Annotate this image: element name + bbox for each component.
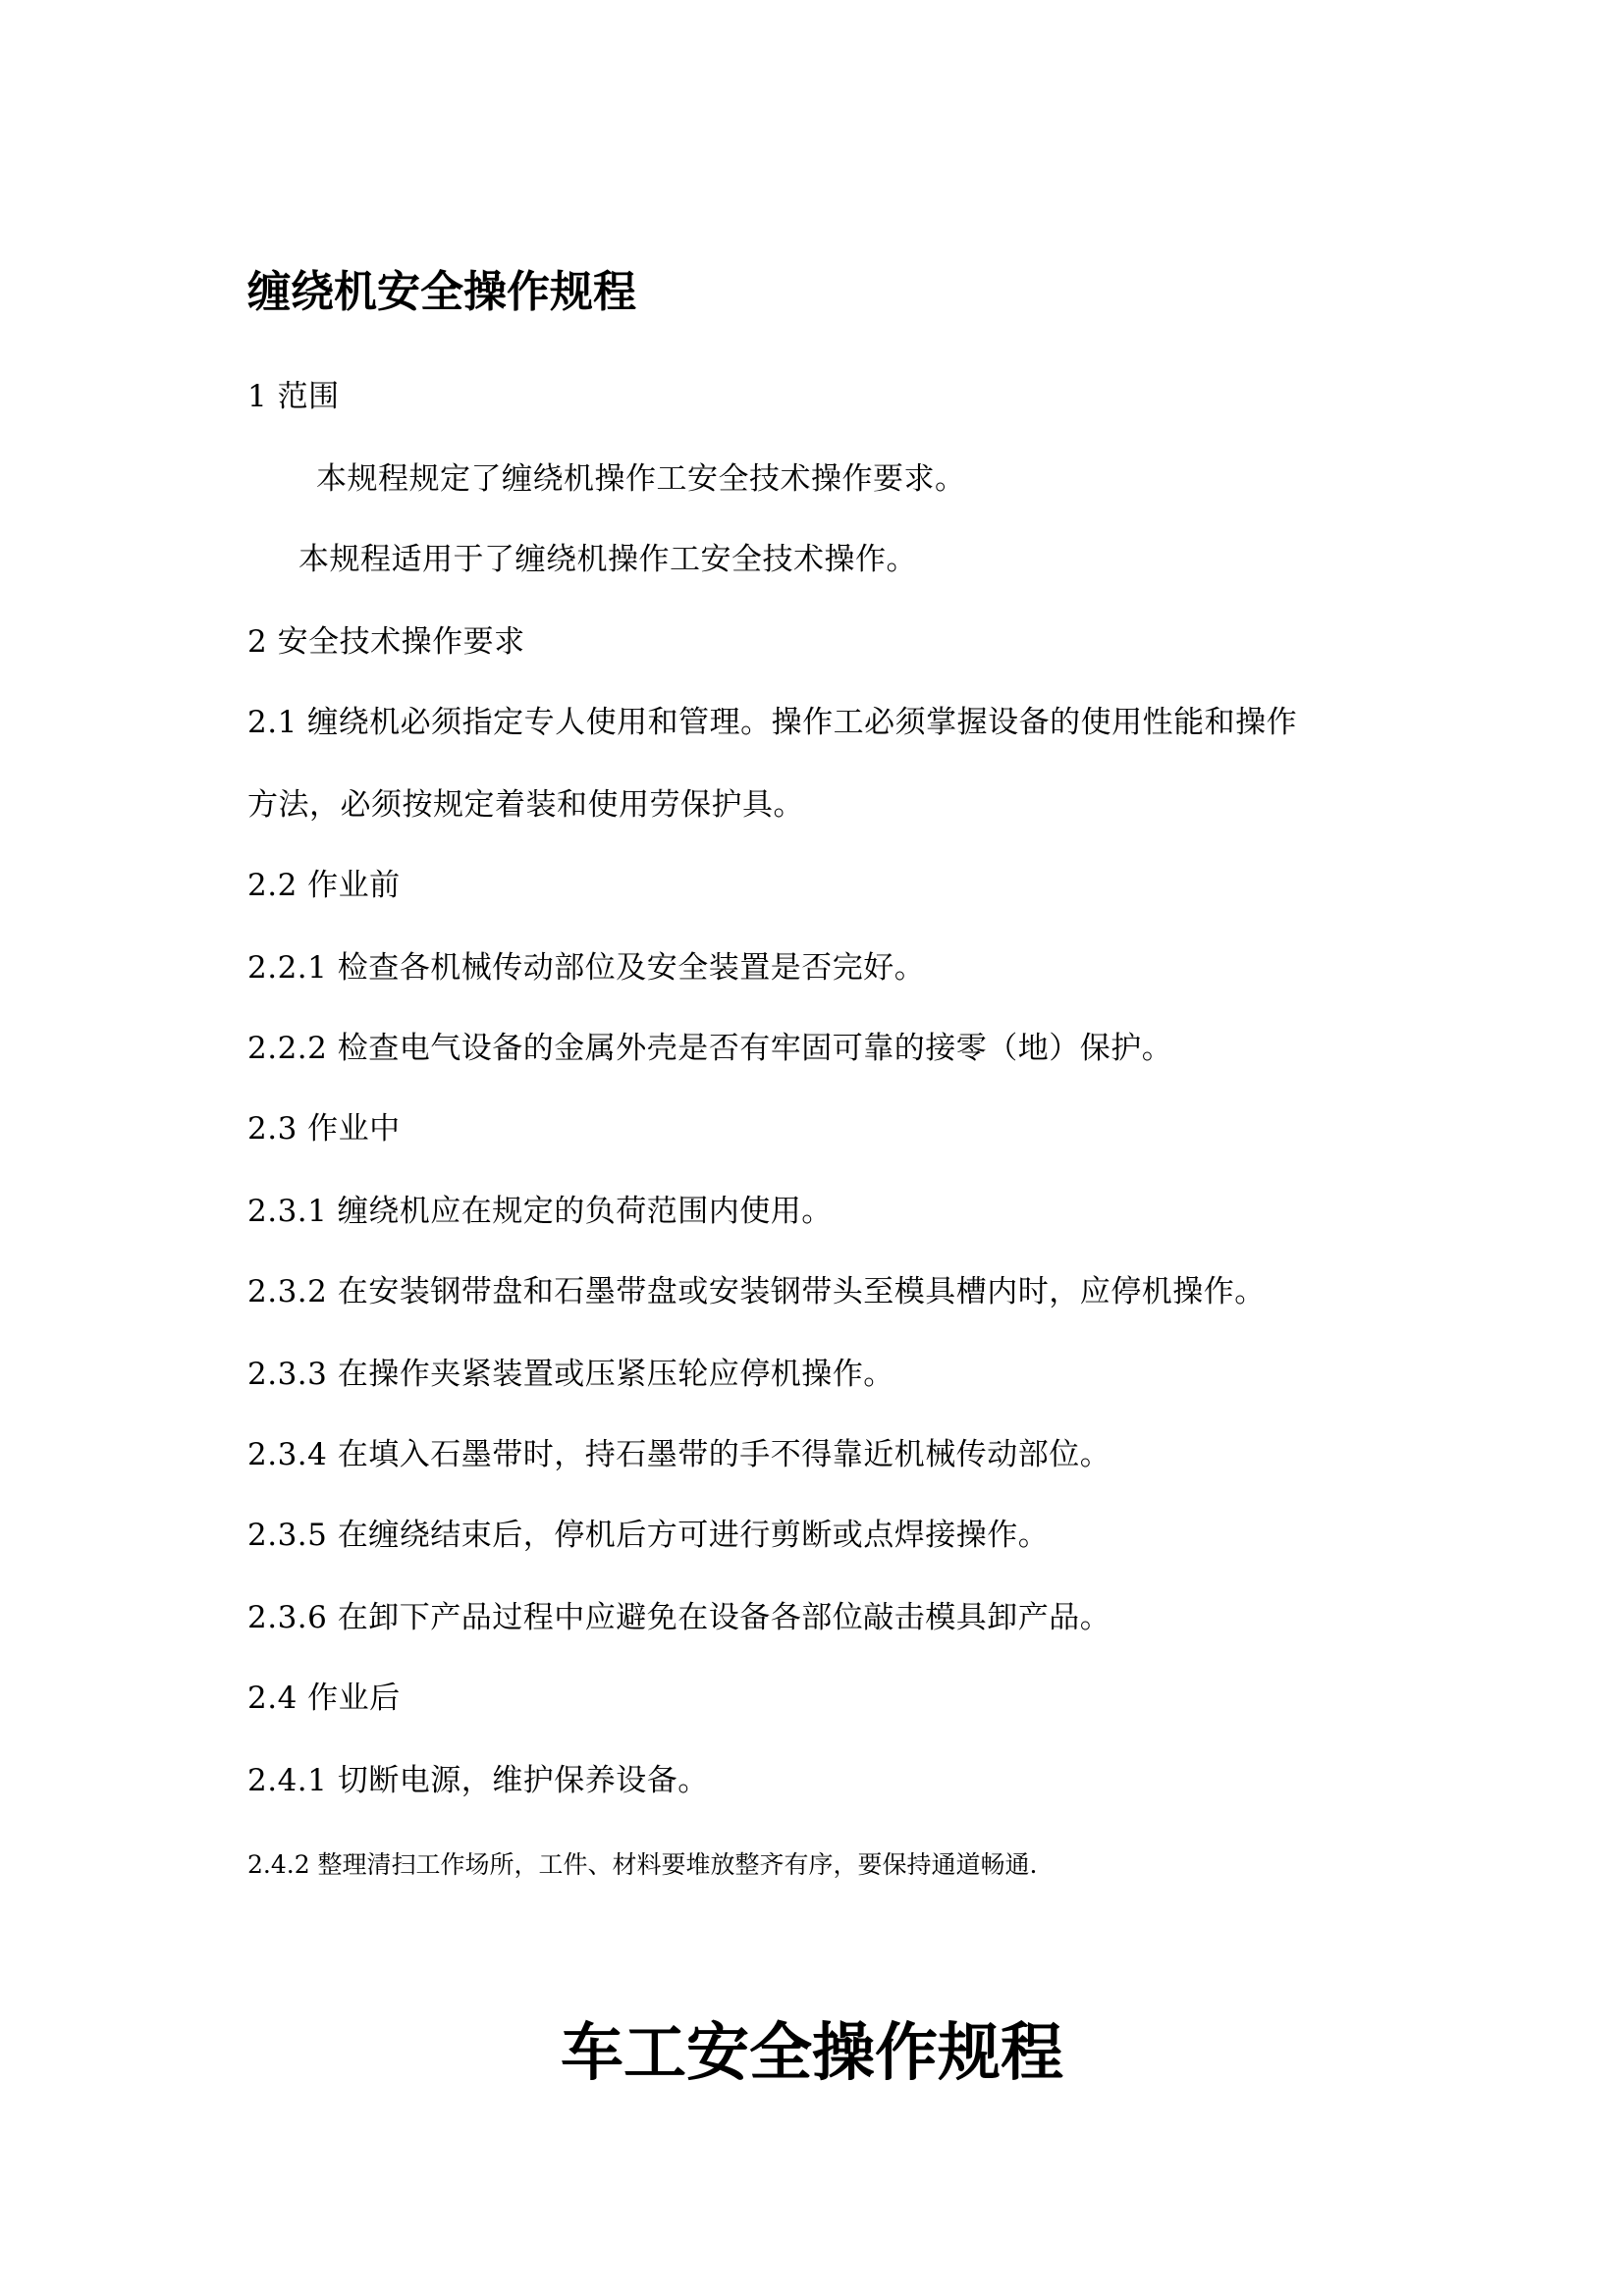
section-2-heading: 2 安全技术操作要求: [247, 624, 525, 660]
next-document-title: 车工安全操作规程: [561, 2017, 1063, 2090]
clause-2-3-2: 2.3.2 在安装钢带盘和石墨带盘或安装钢带头至模具槽内时，应停机操作。: [247, 1274, 1266, 1309]
section-1-heading: 1 范围: [247, 379, 340, 414]
clause-2-3-6: 2.3.6 在卸下产品过程中应避免在设备各部位敲击模具卸产品。: [247, 1600, 1111, 1635]
clause-2-3-1: 2.3.1 缠绕机应在规定的负荷范围内使用。: [247, 1194, 833, 1229]
clause-2-1-line-1: 2.1 缠绕机必须指定专人使用和管理。操作工必须掌握设备的使用性能和操作: [247, 705, 1298, 740]
clause-2-3-4: 2.3.4 在填入石墨带时，持石墨带的手不得靠近机械传动部位。: [247, 1437, 1111, 1472]
clause-2-4-1: 2.4.1 切断电源，维护保养设备。: [247, 1763, 709, 1798]
clause-2-4-heading: 2.4 作业后: [247, 1681, 401, 1716]
clause-2-2-1: 2.2.1 检查各机械传动部位及安全装置是否完好。: [247, 950, 926, 986]
clause-2-4-2: 2.4.2 整理清扫工作场所，工件、材料要堆放整齐有序，要保持通道畅通.: [247, 1850, 1038, 1879]
clause-2-2-2: 2.2.2 检查电气设备的金属外壳是否有牢固可靠的接零（地）保护。: [247, 1031, 1173, 1066]
clause-2-3-3: 2.3.3 在操作夹紧装置或压紧压轮应停机操作。: [247, 1357, 894, 1392]
clause-2-1-line-2: 方法，必须按规定着装和使用劳保护具。: [247, 787, 804, 823]
scope-paragraph-1: 本规程规定了缠绕机操作工安全技术操作要求。: [316, 461, 966, 497]
clause-2-2-heading: 2.2 作业前: [247, 868, 401, 903]
document-title: 缠绕机安全操作规程: [247, 267, 636, 317]
clause-2-3-5: 2.3.5 在缠绕结束后，停机后方可进行剪断或点焊接操作。: [247, 1518, 1050, 1553]
scope-paragraph-2: 本规程适用于了缠绕机操作工安全技术操作。: [298, 542, 917, 577]
clause-2-3-heading: 2.3 作业中: [247, 1111, 401, 1147]
